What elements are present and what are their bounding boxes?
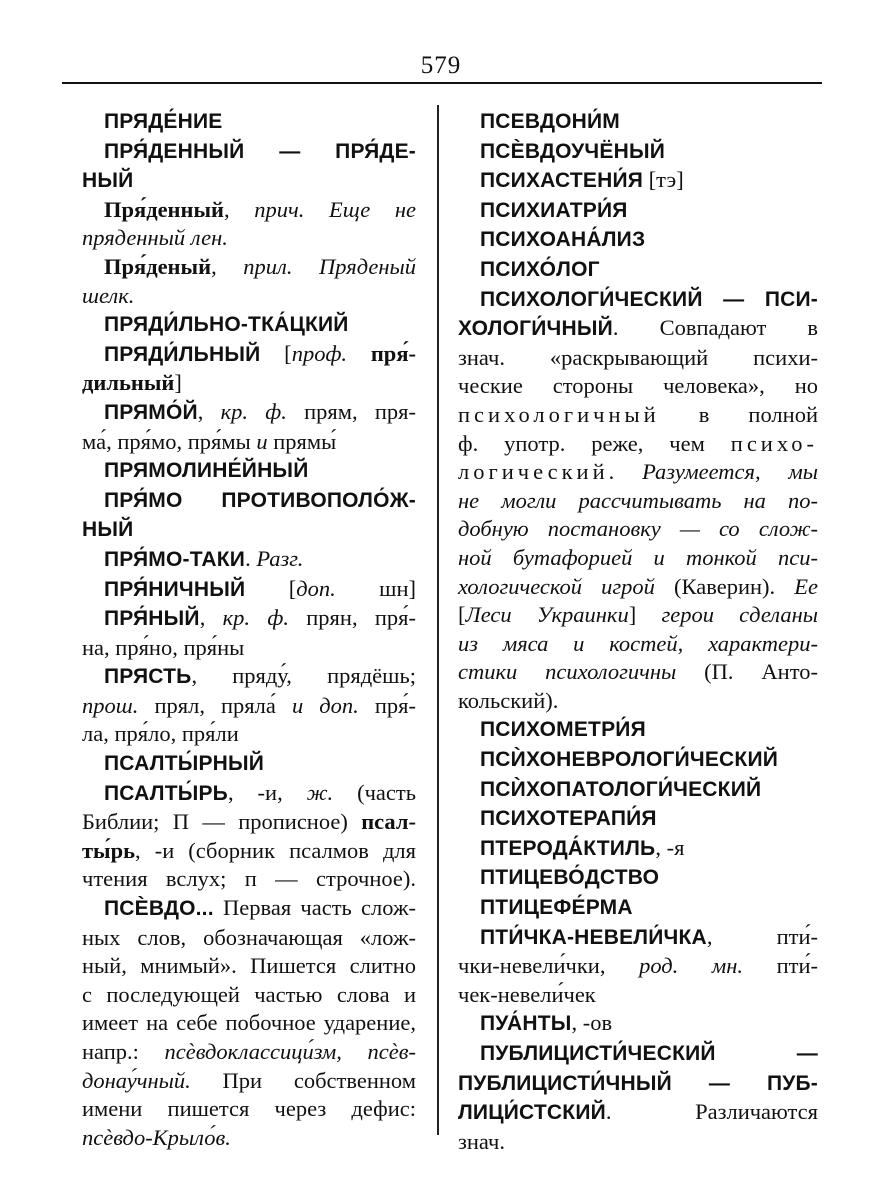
headword: ПСИХИАТРИ́Я (480, 198, 628, 222)
text-line (458, 1069, 818, 1099)
text-line (458, 715, 818, 745)
header-rule (62, 82, 822, 84)
body-text: знач. (458, 1128, 505, 1154)
headword: ПСЕВДОНИ́М (480, 110, 621, 133)
text-line (82, 107, 416, 137)
body-text: пти́- (743, 953, 818, 979)
headword: ПСАЛТЫ́РЬ (104, 781, 228, 805)
headword: ЛИЦИ́СТСКИЙ (458, 1101, 606, 1125)
body-text: . Различаются (605, 1099, 818, 1125)
text-line (82, 894, 416, 924)
italic-text: Ее (794, 573, 818, 599)
text-line (82, 692, 416, 721)
left-column (82, 107, 416, 1152)
headword: ПТИЦЕФЕ́РМА (480, 896, 633, 920)
text-line (458, 745, 818, 775)
text-line (458, 573, 818, 602)
text-line (82, 515, 416, 545)
headword: ПУБЛИЦИСТИ́ЧНЫЙ — ПУБ- (458, 1071, 818, 1095)
text-line (458, 658, 818, 687)
text-line (458, 196, 818, 226)
text-line (458, 775, 818, 805)
text-line (458, 923, 818, 953)
headword: ПРЯ́ДЕННЫЙ — ПРЯ́ДЕ- (104, 139, 416, 163)
text-line (82, 634, 416, 663)
text-line (82, 310, 416, 340)
italic-text: Разумеется, мы (642, 459, 819, 485)
body-text: знач. «раскрывающий психи- (458, 344, 818, 370)
headword: ПСИХАСТЕНИ́Я (480, 169, 644, 193)
spaced-text: логический (458, 459, 609, 485)
body-text: , (199, 605, 223, 631)
body-text: чтения вслух; п — строчное). (82, 866, 416, 892)
body-text: ма́, пря́мо, пря́мы (82, 428, 257, 454)
body-text: с последующей частью слова и (82, 981, 416, 1007)
column-divider (437, 105, 439, 1135)
body-text: , (211, 253, 244, 279)
headword: ПСИХО́ЛОГ (480, 257, 600, 281)
text-line (82, 575, 416, 605)
italic-text: из мяса и костей, характери- (458, 630, 818, 656)
text-line (458, 166, 818, 196)
body-text: Библии; П — прописное) (82, 809, 362, 835)
italic-text: кр. ф. (222, 605, 289, 631)
italic-text: и (256, 428, 268, 454)
body-text: ] (174, 370, 182, 396)
headword: ПСИХОАНА́ЛИЗ (480, 228, 646, 252)
headword: ПСИХОЛОГИ́ЧЕСКИЙ — ПСИ- (480, 287, 818, 311)
italic-text: стики психологичны (458, 659, 677, 685)
text-line (82, 456, 416, 486)
body-text: ческие стороны человека», но (458, 373, 818, 399)
body-text: . (608, 459, 643, 485)
body-text: ] (628, 602, 662, 628)
text-line (458, 1009, 818, 1039)
text-line (82, 253, 416, 282)
text-line (82, 282, 416, 311)
headword: ПРЯМО́Й (104, 400, 198, 424)
body-text: Первая часть слож- (213, 895, 416, 921)
text-line (82, 398, 416, 428)
text-line (82, 428, 416, 457)
text-line (82, 604, 416, 634)
italic-text: Леси Украинки (465, 602, 629, 628)
body-text: ла, пря́ло, пря́ли (82, 721, 239, 747)
text-line (82, 340, 416, 370)
body-text: ф. употр. реже, чем (458, 430, 731, 456)
text-line (82, 196, 416, 225)
text-line (458, 285, 818, 315)
headword: ПСИХОТЕРАПИ́Я (480, 807, 657, 831)
headword: ПСЀВДОУЧЁНЫЙ (480, 139, 666, 163)
headword: ПСЍХОНЕВРОЛОГИ́ЧЕСКИЙ (480, 748, 779, 772)
headword: ПРЯ́МО ПРОТИВОПОЛО́Ж- (104, 488, 416, 512)
text-line (458, 863, 818, 893)
text-line (82, 662, 416, 692)
text-line (82, 137, 416, 167)
text-line (82, 1124, 416, 1153)
body-text: . (245, 545, 257, 571)
headword: Пря́деный (104, 253, 212, 279)
text-line (82, 1009, 416, 1038)
text-line (82, 924, 416, 953)
italic-text: доп. (296, 575, 336, 601)
italic-text: прош. (82, 692, 139, 718)
text-line (82, 1095, 416, 1124)
text-line (82, 808, 416, 837)
headword: ПУБЛИЦИСТИ́ЧЕСКИЙ — (480, 1042, 818, 1065)
body-text: на, пря́но, пря́ны (82, 634, 245, 660)
text-line (458, 1128, 818, 1157)
text-line (458, 458, 818, 487)
body-text: [тэ] (643, 167, 684, 193)
italic-text: прил. Пряденый (243, 253, 417, 279)
headword: ПРЯМОЛИНЕ́ЙНЫЙ (104, 459, 309, 483)
text-line (458, 544, 818, 573)
italic-text: шелк. (82, 282, 135, 308)
headword: НЫЙ (82, 169, 134, 193)
headword: ПСЀВДО... (104, 897, 214, 921)
text-line (82, 865, 416, 894)
text-line (82, 952, 416, 981)
headword: Пря́денный (104, 196, 225, 222)
body-text: ных слов, обозначающая «лож- (82, 924, 416, 950)
text-line (82, 486, 416, 516)
body-text: напр.: (82, 1039, 165, 1064)
body-text: прял, пряла́ (138, 692, 292, 718)
italic-text: псѐвдо-Крыло́в. (82, 1124, 231, 1150)
body-text: , -и (сборник псалмов для (135, 837, 416, 863)
body-text: , (197, 398, 221, 424)
body-text: (П. Анто- (676, 659, 818, 685)
page-number: 579 (420, 52, 462, 79)
text-line (458, 372, 818, 401)
text-line (458, 255, 818, 285)
body-text: [ (245, 575, 297, 601)
headword: ХОЛОГИ́ЧНЫЙ (458, 317, 613, 341)
text-line (82, 981, 416, 1010)
body-text: [ (260, 340, 292, 366)
body-text: пря́- (358, 692, 417, 718)
body-text: [ (458, 602, 466, 628)
italic-text: донау́чный. (82, 1067, 191, 1093)
text-line (458, 137, 818, 167)
italic-text: проф. (291, 340, 371, 366)
italic-text: род. мн. (639, 953, 743, 979)
italic-text: добную постановку — со слож- (458, 516, 818, 542)
text-line (458, 630, 818, 659)
italic-text: ной бутафорией и тонкой пси- (458, 544, 818, 570)
body-text: , пряду́, прядёшь; (191, 663, 416, 689)
headword: ПСАЛТЫ́РНЫЙ (104, 752, 265, 776)
body-text: шн] (335, 575, 416, 601)
text-line (458, 981, 818, 1010)
text-line (82, 166, 416, 196)
headword: ПРЯДИ́ЛЬНО-ТКА́ЦКИЙ (104, 313, 349, 337)
italic-text: кр. ф. (220, 398, 287, 424)
text-line (458, 687, 818, 716)
italic-text: не могли рассчитывать на по- (458, 487, 818, 513)
headword: ПРЯСТЬ (104, 665, 192, 689)
italic-text: герои сделаны (661, 602, 818, 628)
headword: ПТИЦЕВО́ДСТВО (480, 866, 660, 890)
italic-text: хологической игрой (458, 573, 655, 599)
text-line (458, 401, 818, 430)
headword: псал- (361, 809, 416, 835)
text-line (458, 515, 818, 544)
italic-text: ж. (306, 779, 334, 805)
headword: ПУА́НТЫ (480, 1012, 572, 1036)
text-line (82, 779, 416, 809)
italic-text: пряденный лен. (82, 225, 228, 251)
spaced-text: психо- (730, 430, 818, 456)
body-text: прям, пря- (286, 398, 416, 424)
headword: ПТИ́ЧКА-НЕВЕЛИ́ЧКА (480, 925, 707, 949)
body-text: (Каверин). (654, 573, 795, 599)
body-text: прян, пря́- (288, 605, 417, 631)
italic-text: и доп. (291, 692, 359, 718)
text-line (458, 487, 818, 516)
body-text: . Совпадают в (612, 315, 818, 341)
body-text: , (224, 196, 255, 222)
headword: НЫЙ (82, 518, 134, 542)
text-line (82, 837, 416, 866)
body-text: (часть (333, 779, 416, 805)
headword: ПСИХОМЕТРИ́Я (480, 718, 646, 742)
body-text: , -я (655, 834, 685, 860)
text-line (458, 952, 818, 981)
right-column (458, 107, 818, 1156)
headword: пря́- (370, 340, 416, 366)
headword: ПСЍХОПАТОЛОГИ́ЧЕСКИЙ (480, 777, 762, 801)
text-line (458, 1098, 818, 1128)
text-line (458, 601, 818, 630)
headword: ПРЯДЕ́НИЕ (104, 110, 223, 133)
headword: ПРЯДИ́ЛЬНЫЙ (104, 342, 261, 366)
text-line (82, 1067, 416, 1096)
spaced-text: психологичный (458, 401, 660, 427)
text-line (82, 749, 416, 779)
body-text: ный, мнимый». Пишется слитно (82, 953, 416, 979)
text-line (458, 314, 818, 344)
headword: ПРЯ́НЫЙ (104, 607, 200, 631)
body-text: имеет на себе побочное ударение, (82, 1010, 416, 1036)
text-line (82, 720, 416, 749)
text-line (458, 893, 818, 923)
body-text: При собственном (190, 1067, 416, 1093)
body-text: , -и, (227, 779, 307, 805)
headword: дильный (82, 370, 175, 396)
body-text: прямы́ (267, 428, 337, 454)
body-text: , -ов (571, 1010, 613, 1036)
text-line (82, 369, 416, 398)
text-line (82, 224, 416, 253)
italic-text: псѐвдоклассици́зм, псѐв- (164, 1039, 416, 1064)
text-line (458, 344, 818, 373)
body-text: чек-невели́чек (458, 981, 596, 1007)
headword: ты́рь (82, 837, 136, 863)
text-line (82, 1038, 416, 1067)
text-line (82, 545, 416, 575)
text-line (458, 225, 818, 255)
body-text: , пти́- (706, 923, 818, 949)
text-line (458, 107, 818, 137)
body-text: имени пишется через дефис: (82, 1096, 416, 1122)
body-text: кольский). (458, 687, 559, 713)
text-line (458, 430, 818, 459)
headword: ПРЯ́НИЧНЫЙ (104, 577, 246, 601)
body-text: в полной (659, 401, 818, 427)
italic-text: прич. Еще не (254, 196, 416, 222)
body-text: чки-невели́чки, (458, 953, 640, 979)
italic-text: Разг. (256, 545, 304, 571)
text-line (458, 804, 818, 834)
headword: ПРЯ́МО-ТАКИ (104, 547, 246, 571)
text-line (458, 834, 818, 864)
text-line (458, 1039, 818, 1069)
headword: ПТЕРОДА́КТИЛЬ (480, 836, 656, 860)
